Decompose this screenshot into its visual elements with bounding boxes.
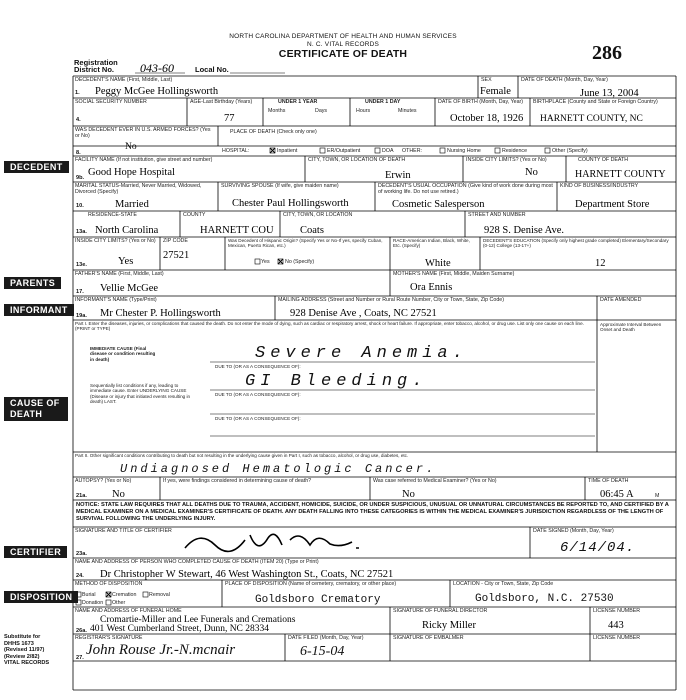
- age-label: AGE-Last Birthday (Years): [190, 99, 253, 105]
- section-disposition: DISPOSITION: [4, 591, 78, 603]
- certificate-number: 286: [592, 42, 622, 64]
- date-filed-label: DATE FILED (Month, Day, Year): [288, 635, 364, 641]
- informant-name-label: INFORMANT'S NAME (Type/Print): [75, 297, 157, 303]
- ssn-label: SOCIAL SECURITY NUMBER: [75, 99, 147, 105]
- dept-name: NORTH CAROLINA DEPARTMENT OF HEALTH AND HUMAN SERVICES: [229, 33, 457, 40]
- date-signed-label: DATE SIGNED (Month, Day, Year): [533, 528, 614, 534]
- registrar-label: REGISTRAR'S SIGNATURE: [75, 635, 143, 641]
- time-of-death-m: M: [655, 493, 660, 499]
- cause-line-b: GI Bleeding.: [245, 372, 428, 391]
- father-name: Vellie McGee: [100, 283, 159, 294]
- usual-occupation: Cosmetic Salesperson: [392, 199, 485, 210]
- residence-city-label: CITY, TOWN, OR LOCATION: [283, 212, 353, 218]
- mother-label: MOTHER'S NAME (First, Middle, Maiden Surname): [393, 271, 515, 277]
- marital-status-label: MARITAL STATUS-Married, Never Married, Widowed, Divorced (Specify): [75, 183, 202, 195]
- street-label: STREET AND NUMBER: [468, 212, 526, 218]
- office-name: N. C. VITAL RECORDS: [306, 41, 380, 48]
- autopsy-value: No: [112, 489, 125, 500]
- minutes-label: Minutes: [398, 108, 417, 114]
- res-inside-limits-label: INSIDE CITY LIMITS? (Yes or No): [75, 238, 156, 244]
- autopsy-label: AUTOPSY? (Yes or No): [75, 478, 132, 484]
- certifier-name-address: Dr Christopher W Stewart, 46 West Washington St., Coats, NC 27521: [100, 569, 394, 580]
- er-outpatient-option[interactable]: ER/Outpatient: [327, 148, 361, 154]
- date-of-birth: October 18, 1926: [450, 113, 524, 124]
- registration-district-label: Registration District No.: [74, 58, 118, 74]
- section-cause-of-death: CAUSE OF DEATH: [4, 397, 68, 421]
- zip-label: ZIP CODE: [163, 238, 188, 244]
- city-of-death-label: CITY, TOWN, OR LOCATION OF DEATH: [308, 157, 406, 163]
- time-of-death-label: TIME OF DEATH: [588, 478, 629, 484]
- medical-examiner-label: Was case referred to Medical Examiner? (Yes or No): [373, 478, 497, 484]
- residence-city: Coats: [300, 225, 324, 236]
- residence-state-label: RESIDENCE-STATE: [88, 212, 137, 218]
- birthplace-label: BIRTHPLACE (County and State or Foreign Country): [533, 99, 658, 105]
- marital-status: Married: [115, 199, 149, 210]
- informant-address-label: MAILING ADDRESS (Street and Number or Rural Route Number, City or Town, State, Zip Code): [278, 297, 504, 303]
- residence-county-label: COUNTY: [183, 212, 206, 218]
- armed-forces-value: No: [125, 142, 137, 152]
- due-to-c-label: DUE TO (OR AS A CONSEQUENCE OF):: [215, 416, 301, 421]
- birthplace: HARNETT COUNTY, NC: [540, 114, 643, 124]
- due-to-b-label: DUE TO (OR AS A CONSEQUENCE OF):: [215, 392, 301, 397]
- sex-label: SEX: [481, 77, 492, 83]
- interval-label: Approximate Interval Between Onset and Death: [600, 322, 662, 333]
- hispanic-no-option[interactable]: No (Specify): [285, 259, 315, 265]
- mother-name: Ora Ennis: [410, 282, 453, 293]
- embalmer-label: SIGNATURE OF EMBALMER: [393, 635, 464, 641]
- section-parents: PARENTS: [4, 277, 61, 289]
- nursing-home-option[interactable]: Nursing Home: [447, 148, 481, 154]
- registration-district-value: 043-60: [140, 61, 174, 75]
- part2-label: Part II. Other significant conditions contributing to death but not resulting in the underlying cause given in Part I, such as tobacco, alcohol, or drug use, diabetes, etc.: [75, 453, 409, 458]
- other-disposition-option[interactable]: Other: [112, 600, 126, 606]
- funeral-home-name: Cromartie-Miller and Lee Funerals and Cremations: [100, 615, 296, 625]
- race-label: RACE-American Indian, Black, White, Etc. (Specify): [393, 238, 470, 249]
- immediate-cause-label: IMMEDIATE CAUSE (Final disease or condition resulting in death): [90, 346, 156, 362]
- informant-name: Mr Chester P. Hollingsworth: [100, 308, 221, 319]
- registrar-signature: John Rouse Jr.-N.mcnair: [86, 642, 236, 658]
- surviving-spouse: Chester Paul Hollingsworth: [232, 198, 349, 209]
- industry-label: KIND OF BUSINESS/INDUSTRY: [560, 183, 639, 189]
- date-signed: 6/14/04.: [560, 540, 636, 556]
- informant-address: 928 Denise Ave , Coats, NC 27521: [290, 308, 437, 319]
- inside-city-limits-label: INSIDE CITY LIMITS? (Yes or No): [466, 157, 547, 163]
- notice-text: NOTICE: STATE LAW REQUIRES THAT ALL DEATHS DUE TO TRAUMA, ACCIDENT, HOMICIDE, SUICIDE, OR UNDER SUSPICIOUS, UNUSUAL OR UNNATURAL CIRCUMSTANCES BE REPORTED TO, AND CERTIFIED BY A MEDICAL EXAMINER ON A MEDICAL EXAMINER'S CERTIFICATE OF DEATH. ANY DEATH FALLING INTO THESE CATEGORIES IS WITHIN THE MEDICAL EXAMINER'S JURISDICTION REGARDLESS OF THE LENGTH OF SURVIVAL FOLLOWING THE UNDERLYING INJURY.: [76, 502, 669, 522]
- other-label: OTHER:: [402, 148, 423, 154]
- hispanic-yes-option[interactable]: Yes: [261, 259, 270, 265]
- place-of-disposition-label: PLACE OF DISPOSITION (Name of cemetery, crematory, or other place): [225, 581, 397, 587]
- hispanic-label: Was Decedent of Hispanic Origin? (Specify Yes or No-If yes, specify Cuban, Mexican, Puerto Rican, etc.): [228, 238, 383, 249]
- sex-value: Female: [480, 86, 511, 97]
- education-label: DECEDENT'S EDUCATION (Specify only highest grade completed) Elementary/Secondary (0-12) College (13-17+): [483, 238, 669, 249]
- date-amended-label: DATE AMENDED: [600, 297, 642, 303]
- funeral-home-label: NAME AND ADDRESS OF FUNERAL HOME: [75, 608, 182, 614]
- disposition-location: Goldsboro, N.C. 27530: [475, 593, 614, 605]
- zip-code: 27521: [163, 250, 190, 261]
- date-filed: 6-15-04: [300, 644, 345, 659]
- footer-line: Substitute for: [4, 634, 41, 640]
- cremation-option[interactable]: Cremation: [112, 592, 137, 598]
- funeral-director: Ricky Miller: [422, 620, 476, 631]
- removal-option[interactable]: Removal: [149, 592, 170, 598]
- section-decedent: DECEDENT: [4, 161, 69, 173]
- license-label: LICENSE NUMBER: [593, 608, 641, 614]
- place-of-death-label: PLACE OF DEATH (Check only one): [230, 129, 317, 135]
- local-no-label: Local No.: [195, 65, 229, 74]
- facility-label: FACILITY NAME (If not institution, give street and number): [75, 157, 213, 163]
- age-value: 77: [224, 113, 235, 124]
- date-of-death-label: DATE OF DEATH (Month, Day, Year): [521, 77, 608, 83]
- due-to-a-label: DUE TO (OR AS A CONSEQUENCE OF):: [215, 364, 301, 369]
- part2-conditions: Undiagnosed Hematologic Cancer.: [120, 462, 437, 476]
- occupation-label: DECEDENT'S USUAL OCCUPATION (Give kind of work done during most of working life. Do not use retired.): [378, 183, 553, 195]
- under-1-day-label: UNDER 1 DAY: [365, 99, 401, 105]
- certifier-name-label: NAME AND ADDRESS OF PERSON WHO COMPLETED CAUSE OF DEATH (ITEM 20) (Type or Print): [75, 559, 319, 565]
- license-number: 443: [608, 620, 624, 631]
- funeral-director-label: SIGNATURE OF FUNERAL DIRECTOR: [393, 608, 488, 614]
- certifier-signature-label: SIGNATURE AND TITLE OF CERTIFIER: [75, 528, 172, 534]
- date-of-death: June 13, 2004: [580, 88, 639, 99]
- kind-of-business: Department Store: [575, 199, 650, 210]
- cause-line-a: Severe Anemia.: [255, 344, 468, 363]
- inside-city-limits: No: [525, 167, 538, 178]
- spouse-label: SURVIVING SPOUSE (If wife, give maiden name): [221, 183, 339, 189]
- race-value: White: [425, 258, 451, 269]
- inpatient-option[interactable]: Inpatient: [277, 148, 298, 154]
- place-of-disposition: Goldsboro Crematory: [255, 594, 381, 606]
- sequential-label: Sequentially list conditions if any, leading to immediate cause. Enter UNDERLYING CAUSE (Disease or injury that initiated events resulting in death) LAST.: [90, 383, 191, 405]
- form-title: CERTIFICATE OF DEATH: [278, 48, 408, 60]
- residence-state: North Carolina: [95, 225, 159, 236]
- months-label: Months: [268, 108, 286, 114]
- medical-examiner-value: No: [402, 489, 415, 500]
- armed-forces-label: WAS DECEDENT EVER IN U.S. ARMED FORCES? (Yes or No): [75, 127, 211, 139]
- street-address: 928 S. Denise Ave.: [484, 225, 565, 236]
- decedent-name: Peggy McGee Hollingsworth: [95, 86, 219, 97]
- county-of-death: HARNETT COUNTY: [575, 169, 666, 180]
- father-label: FATHER'S NAME (First, Middle, Last): [75, 271, 164, 277]
- burial-option[interactable]: Burial: [82, 592, 96, 598]
- location-label: LOCATION - City or Town, State, Zip Code: [453, 581, 554, 587]
- doa-option[interactable]: DOA: [382, 148, 394, 154]
- donation-option[interactable]: Donation: [82, 600, 104, 606]
- time-of-death: 06:45 A: [600, 489, 634, 500]
- other-specify-option[interactable]: Other (Specify): [552, 148, 588, 154]
- hospital-label: HOSPITAL:: [222, 148, 250, 154]
- under-1-year-label: UNDER 1 YEAR: [278, 99, 318, 105]
- county-of-death-label: COUNTY OF DEATH: [578, 157, 629, 163]
- days-label: Days: [315, 108, 328, 114]
- form-revision-note: [4, 634, 49, 667]
- funeral-home-address: 401 West Cumberland Street, Dunn, NC 28334: [90, 624, 270, 634]
- footer-line: VITAL RECORDS: [4, 660, 50, 667]
- decedent-name-label: DECEDENT'S NAME (First, Middle, Last): [75, 77, 173, 83]
- section-informant: INFORMANT: [4, 304, 74, 316]
- footer-line: (Revised 11/97): [4, 647, 45, 654]
- footer-line: DHHS 1673: [4, 640, 34, 647]
- res-inside-limits: Yes: [118, 256, 134, 267]
- part1-label: Part I. Enter the diseases, injuries, or complications that caused the death. Do not enter the mode of dying, such as cardiac or respiratory arrest, shock or heart failure. If appropriate, enter tobacco, alcohol, or drug use. List only one cause on each line. (PRINT or TYPE): [75, 321, 584, 332]
- footer-line: (Review 2/82): [4, 653, 40, 660]
- hours-label: Hours: [356, 108, 371, 114]
- residence-option[interactable]: Residence: [502, 148, 528, 154]
- findings-label: If yes, were findings considered in determining cause of death?: [163, 478, 312, 484]
- city-of-death: Erwin: [385, 170, 411, 181]
- section-certifier: CERTIFIER: [4, 546, 67, 558]
- dob-label: DATE OF BIRTH (Month, Day, Year): [438, 99, 524, 105]
- facility-name: Good Hope Hospital: [88, 167, 175, 178]
- residence-county: HARNETT COU: [200, 225, 274, 236]
- education-value: 12: [595, 258, 606, 269]
- method-label: METHOD OF DISPOSITION: [75, 581, 143, 587]
- embalmer-license-label: LICENSE NUMBER: [593, 635, 641, 641]
